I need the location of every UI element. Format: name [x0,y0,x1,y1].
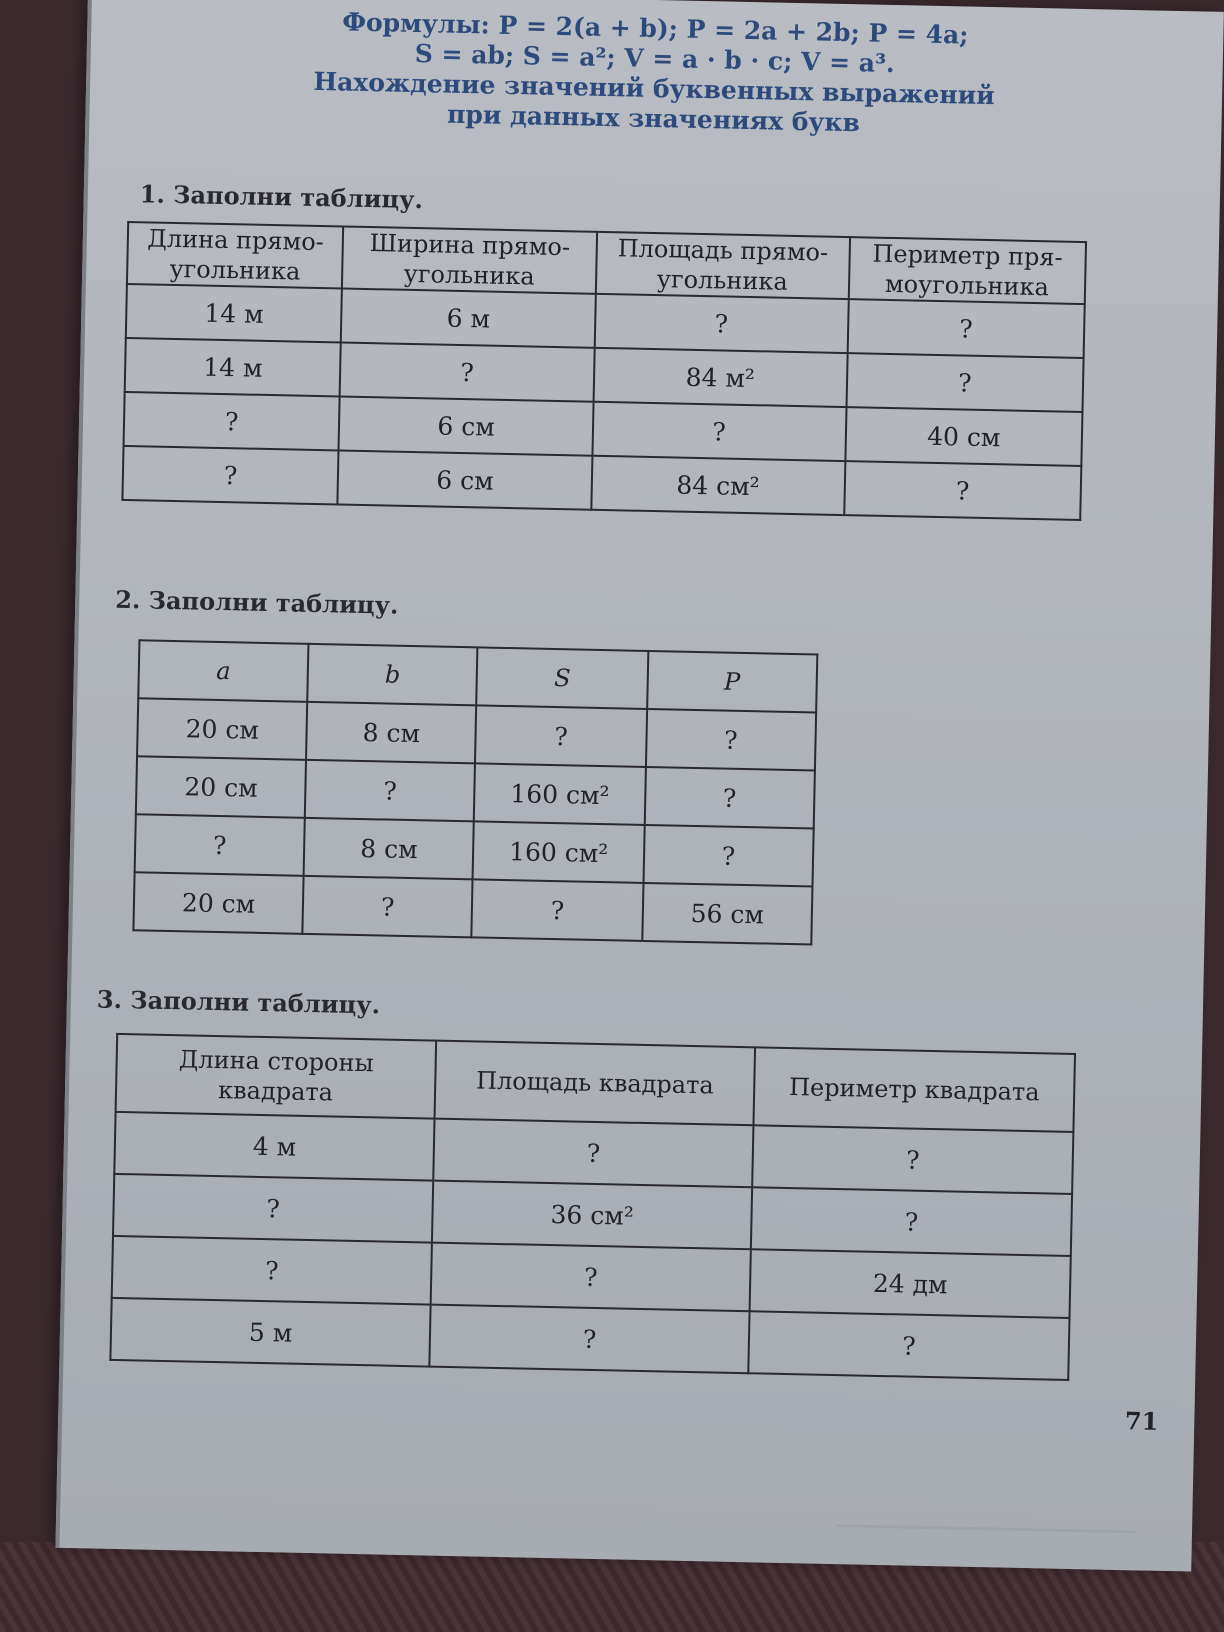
t3-header-area: Площадь квадрата [435,1041,756,1126]
t2-cell: ? [475,705,647,767]
t1-cell: 6 см [339,396,593,455]
section-title-line-2: при данных значениях букв [446,99,861,138]
t2-cell: 8 см [306,702,476,764]
t3-cell: ? [429,1305,749,1374]
t2-cell: ? [305,760,475,822]
t3-header-perimeter: Периметр квадрата [754,1047,1075,1132]
t1-header-perimeter: Периметр пря-моугольника [849,237,1086,304]
t3-cell: 36 см² [432,1181,752,1250]
t2-header-s: S [477,647,649,709]
t3-cell: 4 м [114,1112,434,1181]
t3-cell: ? [752,1125,1073,1194]
t1-cell: 84 см² [591,456,845,515]
t2-cell: 20 см [137,698,307,760]
t1-cell: ? [124,392,341,451]
t3-cell: ? [431,1243,751,1312]
t2-cell: 20 см [136,756,306,818]
t2-cell: ? [472,879,644,941]
t1-cell: 6 м [341,288,595,347]
t2-header-a: a [138,640,308,702]
t1-cell: ? [847,299,1084,358]
t2-cell: 160 см² [473,821,645,883]
t1-cell: ? [594,294,848,353]
t1-cell: ? [122,446,339,505]
formulas-header [85,2,1223,146]
t1-cell: ? [592,402,846,461]
t1-cell: 6 см [338,450,592,509]
t1-cell: 84 м² [593,348,847,407]
t1-header-length: Длина прямо-угольника [127,222,344,288]
t1-cell: 14 м [125,338,342,397]
t2-cell: 56 см [642,883,812,945]
formulas-line-2: S = ab; S = a²; V = a · b · c; V = a³. [414,38,895,79]
task-2-title: 2. Заполни таблицу. [115,584,399,620]
page-edge-line [836,1524,1136,1533]
t1-cell: 40 см [845,407,1082,466]
formulas-line-1: Формулы: P = 2(a + b); P = 2a + 2b; P = 4a; [342,7,969,50]
t3-cell: ? [113,1174,433,1243]
book-page [55,0,1223,1572]
t2-cell: ? [644,767,814,829]
t3-cell: 5 м [110,1298,430,1367]
t2-cell: 8 см [304,818,474,880]
task-1-title: 1. Заполни таблицу. [139,179,424,215]
task-2-table [132,639,818,945]
t1-cell: ? [844,461,1081,520]
t1-cell: ? [846,353,1083,412]
t2-cell: 20 см [133,872,303,934]
t2-cell: ? [303,876,473,938]
t3-header-side: Длина стороны квадрата [116,1034,437,1119]
t2-cell: 160 см² [474,763,646,825]
t2-cell: ? [135,814,305,876]
t2-header-p: P [647,651,817,713]
t1-header-width: Ширина прямо-угольника [342,227,596,294]
section-title-line-1: Нахождение значений буквенных выражений [313,66,996,111]
t1-header-area: Площадь прямо-угольника [595,232,849,299]
t3-cell: 24 дм [750,1249,1071,1318]
task-3-table [109,1033,1076,1381]
page-number: 71 [1124,1406,1159,1436]
page-spine [55,0,92,1548]
t3-cell: ? [751,1187,1072,1256]
t1-cell: ? [340,342,594,401]
t3-cell: ? [433,1119,753,1188]
t2-cell: ? [646,709,816,771]
task-1-table [121,221,1087,521]
t1-cell: 14 м [126,284,343,343]
t3-cell: ? [112,1236,432,1305]
t2-cell: ? [643,825,813,887]
t2-header-b: b [307,644,477,706]
task-3-title: 3. Заполни таблицу. [96,984,381,1020]
t3-cell: ? [748,1311,1069,1380]
